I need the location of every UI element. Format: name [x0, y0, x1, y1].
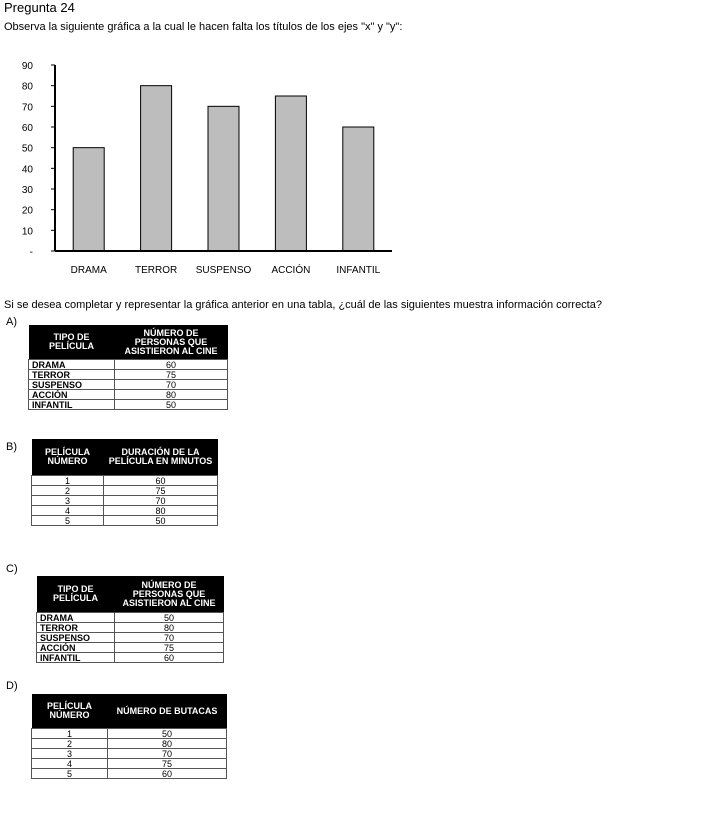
option-b-header-duration: DURACIÓN DE LA PELÍCULA EN MINUTOS	[104, 439, 218, 476]
instruction-text: Observa la siguiente gráfica a la cual le hacen falta los títulos de los ejes "x" y "y":	[4, 21, 403, 33]
table-cell-value: 75	[115, 643, 224, 653]
table-cell-value: 75	[104, 486, 218, 496]
table-cell-key: 5	[32, 769, 108, 779]
table-cell-value: 70	[104, 496, 218, 506]
option-b-table	[31, 439, 218, 526]
table-cell-key: SUSPENSO	[37, 633, 115, 643]
table-cell-value: 75	[115, 370, 228, 380]
option-a-header-count: NÚMERO DE PERSONAS QUE ASISTIERON AL CINE	[115, 325, 228, 360]
option-c-label[interactable]: C)	[6, 563, 18, 575]
table-cell-key: 1	[32, 476, 104, 486]
table-cell-key: 5	[32, 516, 104, 526]
table-cell-value: 80	[115, 623, 224, 633]
table-row	[29, 360, 228, 370]
table-cell-key: TERROR	[37, 623, 115, 633]
table-cell-key: 3	[32, 496, 104, 506]
y-tick-label: 10	[21, 226, 33, 238]
bar-drama	[73, 148, 104, 251]
table-row	[37, 643, 224, 653]
y-tick-label: 80	[21, 81, 33, 93]
table-cell-value: 70	[108, 749, 227, 759]
table-cell-value: 70	[115, 380, 228, 390]
table-row	[32, 486, 218, 496]
table-row	[37, 623, 224, 633]
y-tick-label: 70	[21, 102, 33, 114]
table-row	[37, 633, 224, 643]
table-cell-key: TERROR	[29, 370, 115, 380]
option-d-table	[31, 694, 227, 779]
table-row	[37, 613, 224, 623]
y-tick-label: 60	[21, 123, 33, 134]
table-row	[32, 496, 218, 506]
table-row	[29, 380, 228, 390]
table-row	[32, 759, 227, 769]
question-text: Si se desea completar y representar la gráfica anterior en una tabla, ¿cuál de las siguientes muestra información correcta?	[4, 299, 602, 311]
table-cell-key: DRAMA	[29, 360, 115, 370]
table-cell-key: SUSPENSO	[29, 380, 115, 390]
table-cell-value: 80	[115, 390, 228, 400]
table-cell-value: 70	[115, 633, 224, 643]
question-title: Pregunta 24	[4, 0, 75, 15]
table-cell-key: INFANTIL	[29, 400, 115, 410]
table-cell-value: 50	[115, 400, 228, 410]
table-cell-value: 80	[108, 739, 227, 749]
option-c-header-type: TIPO DE PELÍCULA	[37, 576, 115, 613]
y-tick-label: 30	[21, 185, 33, 196]
table-cell-key: 2	[32, 486, 104, 496]
table-row	[32, 506, 218, 516]
option-c-header-count: NÚMERO DE PERSONAS QUE ASISTIERON AL CINE	[115, 576, 224, 613]
table-cell-value: 50	[115, 613, 224, 623]
table-cell-value: 60	[115, 360, 228, 370]
option-d-header-number: PELÍCULA NÚMERO	[32, 694, 108, 729]
table-cell-key: 4	[32, 759, 108, 769]
table-row	[32, 476, 218, 486]
option-b-label[interactable]: B)	[6, 441, 17, 453]
y-tick-label: 40	[21, 164, 33, 176]
x-tick-label: SUSPENSO	[195, 265, 252, 276]
option-a-header-type: TIPO DE PELÍCULA	[29, 325, 115, 360]
bar-infantil	[343, 127, 374, 251]
table-cell-value: 60	[104, 476, 218, 486]
option-a-table	[28, 325, 228, 410]
table-cell-key: ACCIÓN	[29, 390, 115, 400]
table-cell-value: 80	[104, 506, 218, 516]
table-row	[29, 390, 228, 400]
table-cell-value: 50	[108, 729, 227, 739]
table-row	[37, 653, 224, 663]
table-row	[29, 400, 228, 410]
y-tick-label: -	[29, 247, 33, 258]
option-d-header-seats: NÚMERO DE BUTACAS	[108, 694, 227, 729]
x-tick-label: INFANTIL	[336, 265, 381, 276]
y-tick-label: 20	[21, 205, 33, 217]
table-cell-value: 60	[108, 769, 227, 779]
y-tick-label: 50	[21, 143, 33, 155]
option-c-table	[36, 576, 224, 663]
bar-chart	[0, 52, 400, 282]
table-row	[32, 729, 227, 739]
x-tick-label: ACCIÓN	[271, 265, 311, 276]
table-row	[29, 370, 228, 380]
table-cell-value: 50	[104, 516, 218, 526]
bar-acción	[275, 96, 306, 251]
table-cell-key: 2	[32, 739, 108, 749]
y-tick-label: 90	[21, 61, 33, 72]
table-cell-value: 75	[108, 759, 227, 769]
x-tick-label: DRAMA	[70, 265, 107, 276]
table-cell-value: 60	[115, 653, 224, 663]
x-tick-label: TERROR	[134, 265, 178, 276]
table-row	[32, 739, 227, 749]
table-row	[32, 516, 218, 526]
table-row	[32, 769, 227, 779]
bar-suspenso	[208, 106, 239, 251]
table-row	[32, 749, 227, 759]
table-cell-key: 3	[32, 749, 108, 759]
table-cell-key: DRAMA	[37, 613, 115, 623]
table-cell-key: ACCIÓN	[37, 643, 115, 653]
option-d-label[interactable]: D)	[6, 680, 18, 692]
table-cell-key: 4	[32, 506, 104, 516]
table-cell-key: 1	[32, 729, 108, 739]
option-b-header-number: PELÍCULA NÚMERO	[32, 439, 104, 476]
bar-terror	[141, 86, 172, 251]
option-a-label[interactable]: A)	[6, 316, 17, 328]
table-cell-key: INFANTIL	[37, 653, 115, 663]
